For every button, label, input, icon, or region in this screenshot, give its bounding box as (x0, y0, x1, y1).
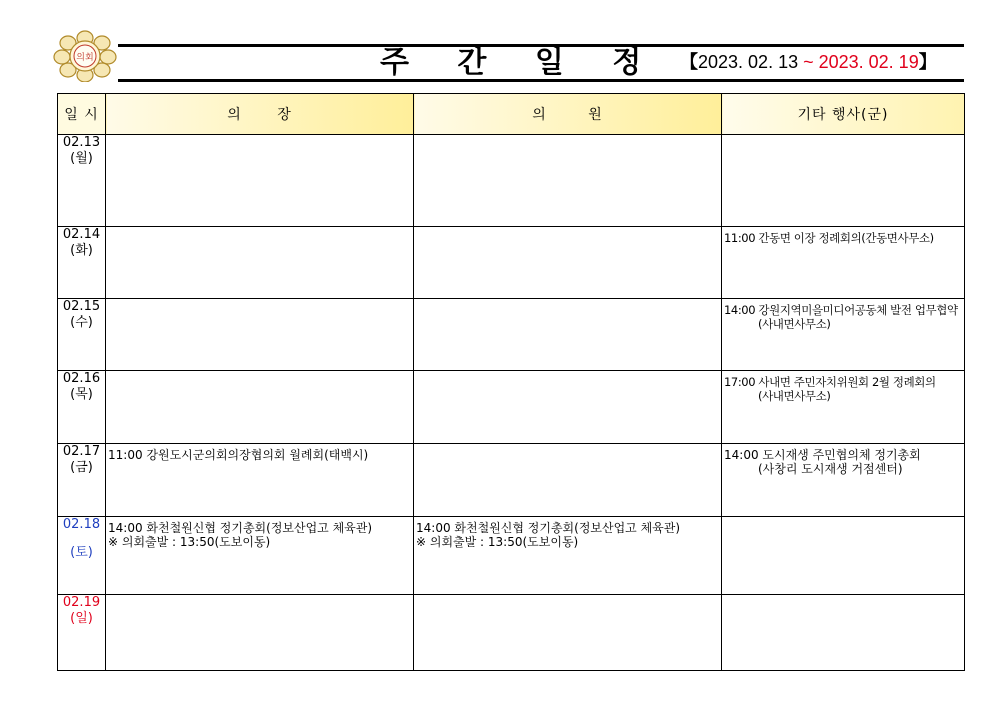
day-cell (58, 299, 106, 371)
chair-cell (106, 299, 414, 371)
header-row (58, 94, 965, 135)
event-line: 11:00 간동면 이장 정례회의(간동면사무소) (724, 231, 934, 245)
day-weekday: (일) (70, 611, 93, 626)
day-cell (58, 227, 106, 299)
logo-text: 의회 (76, 53, 94, 63)
day-weekday: (목) (70, 387, 93, 402)
schedule-period (680, 49, 937, 75)
chair-cell (106, 517, 414, 595)
event-line: 14:00 화천철원신협 정기총회(정보산업고 체육관) (108, 521, 373, 535)
schedule-row (58, 371, 965, 444)
day-cell (58, 135, 106, 227)
schedule-row (58, 299, 965, 371)
event-entry (722, 299, 964, 331)
day-cell-saturday (58, 517, 106, 595)
member-cell (414, 444, 722, 517)
chair-cell (106, 444, 414, 517)
event-location: (사내면사무소) (758, 389, 831, 403)
chair-cell (106, 227, 414, 299)
council-emblem-logo (52, 30, 118, 82)
period-end: 2023. 02. 19 (818, 52, 919, 72)
chair-cell (106, 595, 414, 671)
event-entry (722, 227, 964, 245)
schedule-row (58, 595, 965, 671)
weekly-schedule-table (57, 93, 965, 671)
column-header-member: 의 원 (414, 94, 722, 135)
day-cell-sunday (58, 595, 106, 671)
period-close-bracket: 】 (918, 52, 937, 72)
chair-cell (106, 135, 414, 227)
column-header-other-events: 기타 행사(군) (722, 94, 965, 135)
period-start: 2023. 02. 13 (698, 52, 799, 72)
day-date: 02.16 (62, 371, 101, 386)
member-cell (414, 299, 722, 371)
event-location: (사내면사무소) (758, 317, 831, 331)
day-weekday: (토) (70, 545, 93, 560)
member-cell (414, 517, 722, 595)
day-cell (58, 371, 106, 444)
schedule-row (58, 444, 965, 517)
event-entry (414, 517, 721, 549)
event-line: 14:00 화천철원신협 정기총회(정보산업고 체육관) (416, 521, 681, 535)
chair-cell (106, 371, 414, 444)
period-separator: ~ (798, 52, 819, 72)
event-entry (722, 444, 964, 476)
event-line: 14:00 도시재생 주민협의체 정기총회 (724, 448, 921, 462)
period-open-bracket: 【 (680, 52, 698, 72)
column-header-chair: 의 장 (106, 94, 414, 135)
member-cell (414, 227, 722, 299)
other-events-cell (722, 371, 965, 444)
day-date: 02.13 (62, 135, 101, 150)
day-weekday: (화) (70, 243, 93, 258)
other-events-cell (722, 517, 965, 595)
other-events-cell (722, 135, 965, 227)
member-cell (414, 595, 722, 671)
other-events-cell (722, 444, 965, 517)
day-date: 02.18 (62, 517, 101, 532)
event-line: 14:00 강원지역미을미디어공동체 발전 업무협약 (724, 303, 958, 317)
event-entry (722, 371, 964, 403)
day-weekday: (수) (70, 315, 93, 330)
schedule-row (58, 517, 965, 595)
member-cell (414, 371, 722, 444)
schedule-row (58, 227, 965, 299)
event-entry (106, 517, 413, 549)
other-events-cell (722, 299, 965, 371)
page-title: 주 간 일 정 (380, 45, 661, 80)
day-date: 02.17 (62, 444, 101, 459)
day-weekday: (월) (70, 151, 93, 166)
schedule-row (58, 135, 965, 227)
other-events-cell (722, 595, 965, 671)
member-cell (414, 135, 722, 227)
day-weekday: (금) (70, 460, 93, 475)
event-note: ※ 의회출발 : 13:50(도보이동) (416, 535, 579, 549)
event-line: 17:00 사내면 주민자치위원회 2월 정례회의 (724, 375, 936, 389)
event-line: 11:00 강원도시군의회의장협의회 월례회(태백시) (108, 448, 369, 462)
event-location: (사창리 도시재생 거점센터) (758, 462, 903, 476)
day-date: 02.15 (62, 299, 101, 314)
column-header-day: 일 시 (58, 94, 106, 135)
event-entry (106, 444, 413, 462)
day-cell (58, 444, 106, 517)
event-note: ※ 의회출발 : 13:50(도보이동) (108, 535, 271, 549)
other-events-cell (722, 227, 965, 299)
day-date: 02.19 (62, 595, 101, 610)
day-date: 02.14 (62, 227, 101, 242)
